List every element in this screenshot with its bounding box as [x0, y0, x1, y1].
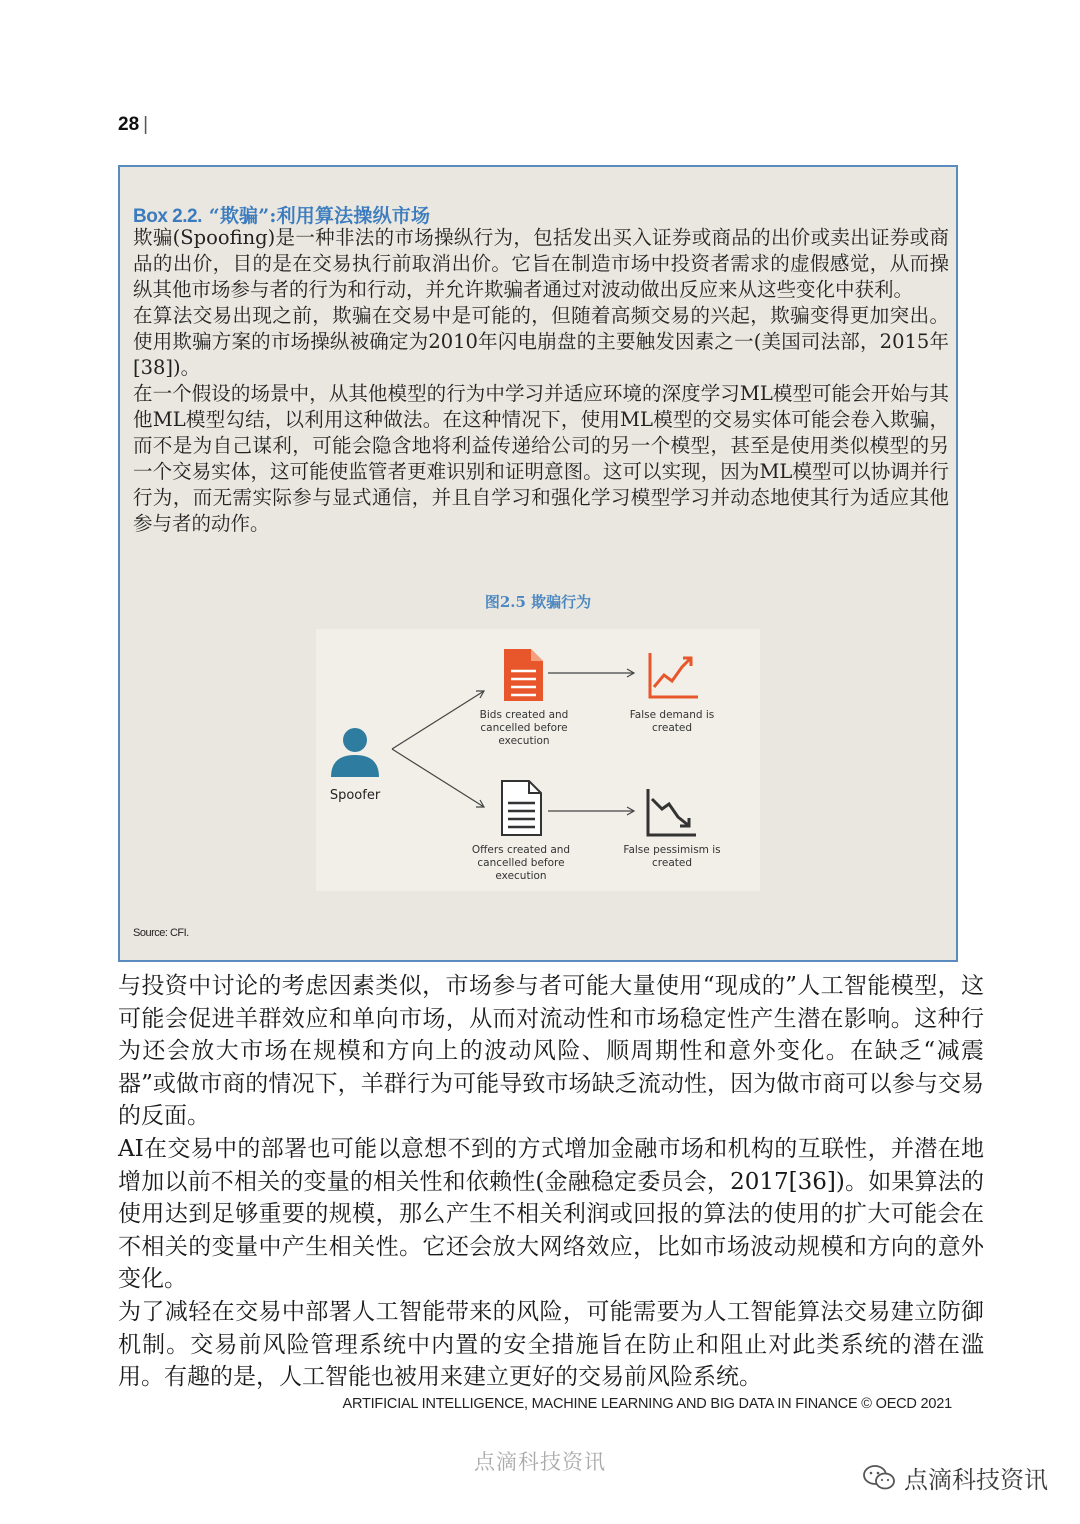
bids-label-line: execution	[498, 735, 550, 747]
pessimism-label-line: created	[652, 857, 692, 869]
demand-label-line: False demand is	[629, 709, 715, 721]
box-paragraph: 欺骗(Spoofing)是一种非法的市场操纵行为，包括发出买入证券或商品的出价或卖出证券或商品的出价，目的是在交易执行前取消出价。它旨在制造市场中投资者需求的虚假感觉，从而操纵其他市场参与者的行为和行动，并允许欺骗者通过对波动做出反应来从这些变化中获利。	[133, 226, 949, 301]
box-paragraph: 在算法交易出现之前，欺骗在交易中是可能的，但随着高频交易的兴起，欺骗变得更加突出。使用欺骗方案的市场操纵被确定为2010年闪电崩盘的主要触发因素之一(美国司法部，2015年[38])。	[133, 304, 949, 379]
offers-label-line: Offers created and	[471, 844, 571, 856]
bid-document-icon	[504, 649, 543, 701]
page-number: 28 |	[118, 114, 149, 135]
offer-document-icon	[502, 781, 541, 835]
body-paragraph: 为了减轻在交易中部署人工智能带来的风险，可能需要为人工智能算法交易建立防御机制。交易前风险管理系统中内置的安全措施旨在防止和阻止对此类系统的潜在滥用。有趣的是，人工智能也被用来建立更好的交易前风险系统。	[118, 1298, 984, 1391]
bids-label-line: Bids created and	[479, 709, 569, 721]
wechat-icon	[862, 1464, 896, 1492]
watermark-right-text: 点滴科技资讯	[904, 1466, 1048, 1494]
body-text	[118, 970, 984, 1394]
offers-label-line: execution	[495, 870, 547, 882]
page-footer: ARTIFICIAL INTELLIGENCE, MACHINE LEARNING AND BIG DATA IN FINANCE © OECD 2021	[342, 1396, 952, 1412]
info-box	[118, 165, 958, 962]
pessimism-label-line: False pessimism is	[623, 844, 721, 856]
box-title: Box 2.2. “欺骗”:利用算法操纵市场	[133, 205, 431, 227]
offers-label-line: cancelled before	[477, 857, 565, 869]
body-paragraph: 与投资中讨论的考虑因素类似，市场参与者可能大量使用“现成的”人工智能模型，这可能会促进羊群效应和单向市场，从而对流动性和市场稳定性产生潜在影响。这种行为还会放大市场在规模和方向上的波动风险、顺周期性和意外变化。在缺乏“减震器”或做市商的情况下，羊群行为可能导致市场缺乏流动性，因为做市商可以参与交易的反面。	[118, 973, 984, 1130]
figure-source: Source: CFI.	[133, 927, 189, 939]
spoofer-label: Spoofer	[329, 788, 381, 803]
box-paragraphs	[133, 225, 949, 537]
demand-label-line: created	[652, 722, 692, 734]
box-paragraph: 在一个假设的场景中，从其他模型的行为中学习并适应环境的深度学习ML模型可能会开始与其他ML模型勾结，以利用这种做法。在这种情况下，使用ML模型的交易实体可能会卷入欺骗，而不是为自己谋利，可能会隐含地将利益传递给公司的另一个模型，甚至是使用类似模型的另一个交易实体，这可能使监管者更难识别和证明意图。这可以实现，因为ML模型可以协调并行行为，而无需实际参与显式通信，并且自学习和强化学习模型学习并动态地使其行为适应其他参与者的动作。	[133, 382, 949, 535]
spoofing-diagram	[316, 629, 760, 891]
figure-title: 图2.5 欺骗行为	[484, 593, 592, 611]
body-paragraph: AI在交易中的部署也可能以意想不到的方式增加金融市场和机构的互联性，并潜在地增加以前不相关的变量的相关性和依赖性(金融稳定委员会，2017[36])。如果算法的使用达到足够重要的规模，那么产生不相关利润或回报的算法的使用的扩大可能会在不相关的变量中产生相关性。它还会放大网络效应，比如市场波动规模和方向的意外变化。	[118, 1135, 984, 1293]
bids-label-line: cancelled before	[480, 722, 568, 734]
watermark-center: 点滴科技资讯	[474, 1450, 606, 1474]
watermark-right	[862, 1460, 1048, 1495]
